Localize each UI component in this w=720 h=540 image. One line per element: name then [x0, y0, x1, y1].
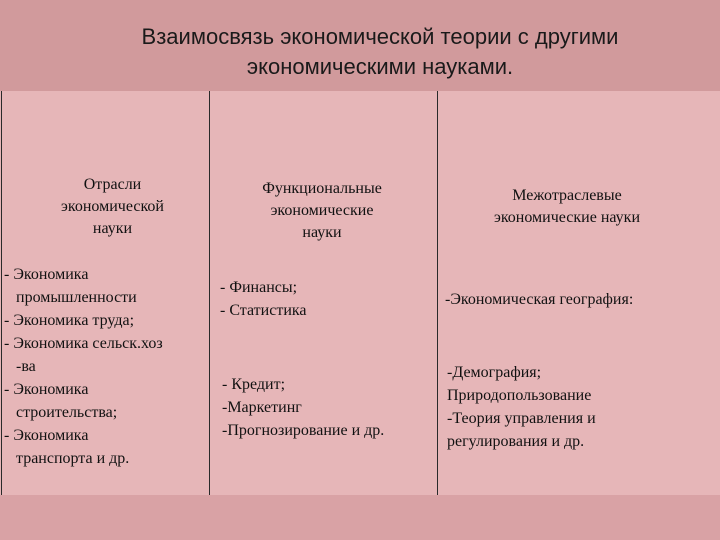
header-line: науки — [302, 224, 342, 241]
table-rule-left — [1, 91, 2, 495]
branches-list — [4, 263, 208, 470]
intersectoral-list-bottom — [447, 361, 717, 453]
list-item: транспорта и др. — [16, 450, 130, 467]
list-item: -Прогнозирование и др. — [222, 422, 385, 439]
list-item: - Экономика — [4, 381, 89, 398]
table-rule-1 — [209, 91, 210, 495]
header-branches — [30, 174, 195, 240]
header-line: экономические науки — [493, 209, 641, 226]
list-item: - Экономика труда; — [4, 312, 135, 329]
list-item: строительства; — [16, 404, 118, 421]
table-rule-2 — [437, 91, 438, 495]
header-line: науки — [92, 220, 133, 237]
intersectoral-list-top — [445, 288, 717, 311]
header-functional — [222, 178, 422, 244]
slide-title — [60, 22, 700, 82]
list-item: - Экономика — [4, 266, 89, 283]
functional-list-top — [220, 276, 435, 322]
list-item: - Экономика сельск.хоз — [4, 335, 163, 352]
list-item: Природопользование — [447, 387, 592, 404]
list-item: -ва — [16, 358, 36, 375]
list-item: -Демография; — [447, 364, 542, 381]
list-item: -Экономическая география: — [445, 291, 634, 308]
list-item: -Маркетинг — [222, 399, 302, 416]
list-item: -Теория управления и — [447, 410, 596, 427]
slide-footer-band — [0, 495, 720, 540]
header-line: экономической — [61, 198, 164, 215]
title-line-1: Взаимосвязь экономической теории с другими — [141, 24, 619, 49]
list-item: регулирования и др. — [447, 433, 585, 450]
list-item: - Кредит; — [222, 376, 286, 393]
title-line-2: экономическими науками. — [246, 54, 514, 79]
list-item: - Финансы; — [220, 279, 298, 296]
header-line: Межотраслевые — [512, 187, 622, 204]
functional-list-bottom — [222, 373, 437, 442]
header-line: Функциональные — [262, 180, 382, 197]
list-item: - Экономика — [4, 427, 89, 444]
sciences-table — [0, 91, 720, 495]
header-line: экономические — [270, 202, 374, 219]
header-line: Отрасли — [83, 176, 142, 193]
header-intersectoral — [452, 185, 682, 229]
list-item: промышленности — [16, 289, 137, 306]
list-item: - Статистика — [220, 302, 307, 319]
